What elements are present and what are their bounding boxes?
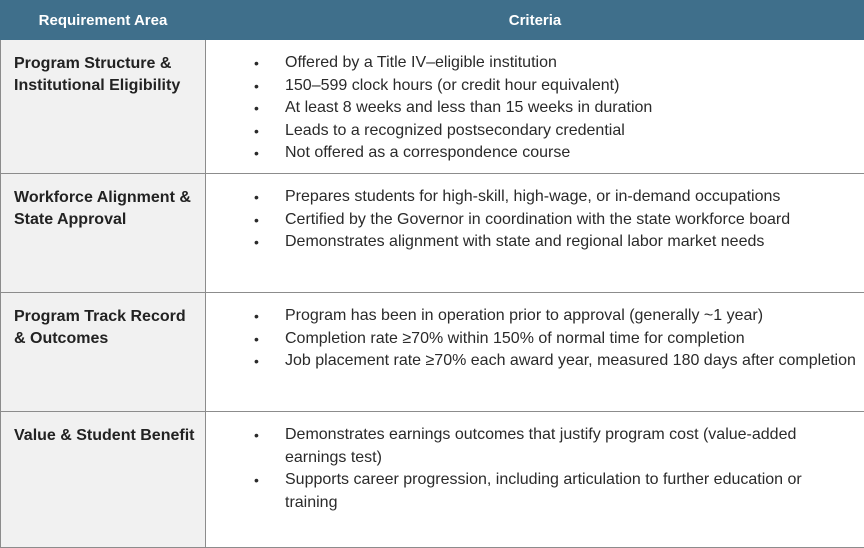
table-row <box>1 174 864 293</box>
criteria-text: Leads to a recognized postsecondary credential <box>285 122 625 139</box>
criteria-cell <box>206 412 864 548</box>
header-row <box>1 1 864 40</box>
criteria-item <box>206 142 856 165</box>
header-requirement-area: Requirement Area <box>1 1 206 40</box>
criteria-text: Completion rate ≥70% within 150% of normal time for completion <box>285 330 745 347</box>
criteria-text: Certified by the Governor in coordination with the state workforce board <box>285 211 790 228</box>
criteria-text: 150–599 clock hours (or credit hour equivalent) <box>285 77 619 94</box>
criteria-item <box>206 305 856 328</box>
bullet-icon: • <box>254 75 259 98</box>
bullet-icon: • <box>254 328 259 351</box>
table-row <box>1 412 864 548</box>
bullet-icon: • <box>254 142 259 165</box>
criteria-list <box>206 52 856 165</box>
criteria-text: Job placement rate ≥70% each award year, measured 180 days after completion <box>285 352 856 369</box>
criteria-cell <box>206 174 864 293</box>
criteria-cell <box>206 293 864 412</box>
bullet-icon: • <box>254 231 259 254</box>
criteria-text: At least 8 weeks and less than 15 weeks in duration <box>285 99 652 116</box>
criteria-text: Not offered as a correspondence course <box>285 144 570 161</box>
criteria-text: Prepares students for high-skill, high-wage, or in-demand occupations <box>285 188 780 205</box>
bullet-icon: • <box>254 424 259 447</box>
requirement-area-cell: Workforce Alignment & State Approval <box>1 174 206 293</box>
criteria-item <box>206 52 856 75</box>
criteria-item <box>206 97 856 120</box>
criteria-item <box>206 328 856 351</box>
criteria-text: Demonstrates alignment with state and regional labor market needs <box>285 233 764 250</box>
bullet-icon: • <box>254 52 259 75</box>
header-criteria: Criteria <box>206 1 864 40</box>
bullet-icon: • <box>254 469 259 492</box>
criteria-text: Offered by a Title IV–eligible institution <box>285 54 557 71</box>
bullet-icon: • <box>254 186 259 209</box>
criteria-text: Supports career progression, including articulation to further education or training <box>285 471 802 511</box>
criteria-text: Demonstrates earnings outcomes that justify program cost (value-added earnings test) <box>285 426 796 466</box>
requirement-area-cell: Value & Student Benefit <box>1 412 206 548</box>
bullet-icon: • <box>254 120 259 143</box>
criteria-item <box>206 424 856 469</box>
table-row <box>1 40 864 174</box>
criteria-list <box>206 305 856 373</box>
bullet-icon: • <box>254 350 259 373</box>
criteria-cell <box>206 40 864 174</box>
requirement-area-cell: Program Track Record & Outcomes <box>1 293 206 412</box>
bullet-icon: • <box>254 209 259 232</box>
criteria-item <box>206 75 856 98</box>
bullet-icon: • <box>254 97 259 120</box>
criteria-item <box>206 120 856 143</box>
criteria-list <box>206 424 856 514</box>
table-row <box>1 293 864 412</box>
criteria-item <box>206 469 856 514</box>
bullet-icon: • <box>254 305 259 328</box>
criteria-item <box>206 350 856 373</box>
requirement-area-cell: Program Structure & Institutional Eligibility <box>1 40 206 174</box>
criteria-item <box>206 186 856 209</box>
criteria-text: Program has been in operation prior to approval (generally ~1 year) <box>285 307 763 324</box>
criteria-item <box>206 231 856 254</box>
criteria-item <box>206 209 856 232</box>
criteria-list <box>206 186 856 254</box>
